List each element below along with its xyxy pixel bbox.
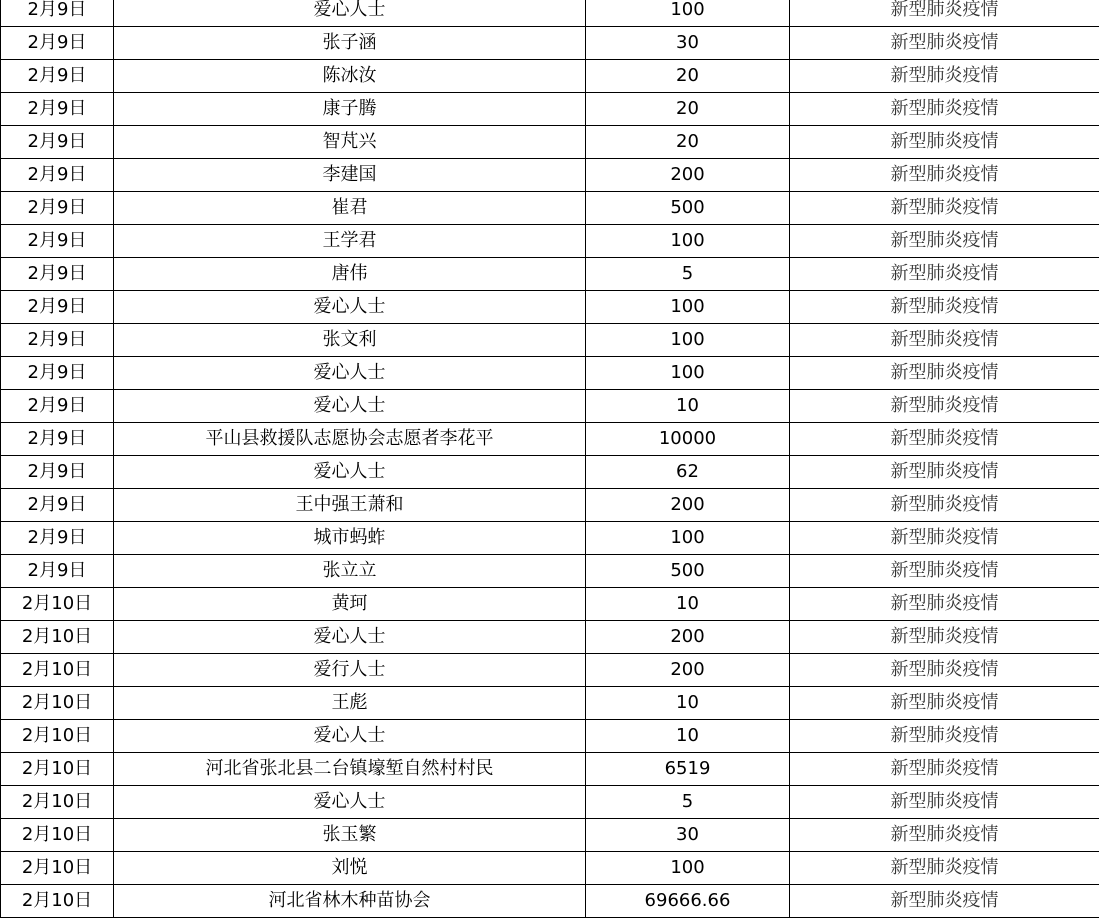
table-row bbox=[1, 753, 1099, 786]
donor-cell: 爱心人士 bbox=[114, 456, 586, 489]
note-cell: 新型肺炎疫情 bbox=[790, 588, 1099, 621]
table-row bbox=[1, 621, 1099, 654]
amount-cell: 100 bbox=[586, 324, 790, 357]
amount-cell: 100 bbox=[586, 291, 790, 324]
donor-cell: 崔君 bbox=[114, 192, 586, 225]
donor-cell: 爱心人士 bbox=[114, 786, 586, 819]
table-row bbox=[1, 126, 1099, 159]
table-row bbox=[1, 390, 1099, 423]
donation-table-body bbox=[1, 0, 1099, 918]
table-row bbox=[1, 357, 1099, 390]
note-cell: 新型肺炎疫情 bbox=[790, 786, 1099, 819]
amount-cell: 100 bbox=[586, 522, 790, 555]
table-row bbox=[1, 786, 1099, 819]
table-row bbox=[1, 60, 1099, 93]
note-cell: 新型肺炎疫情 bbox=[790, 324, 1099, 357]
donor-cell: 平山县救援队志愿协会志愿者李花平 bbox=[114, 423, 586, 456]
donor-cell: 张立立 bbox=[114, 555, 586, 588]
date-cell: 2月9日 bbox=[1, 225, 114, 258]
note-cell: 新型肺炎疫情 bbox=[790, 720, 1099, 753]
amount-cell: 5 bbox=[586, 786, 790, 819]
donor-cell: 爱心人士 bbox=[114, 720, 586, 753]
date-cell: 2月9日 bbox=[1, 159, 114, 192]
donor-cell: 张玉繁 bbox=[114, 819, 586, 852]
note-cell: 新型肺炎疫情 bbox=[790, 291, 1099, 324]
note-cell: 新型肺炎疫情 bbox=[790, 159, 1099, 192]
note-cell: 新型肺炎疫情 bbox=[790, 192, 1099, 225]
donor-cell: 李建国 bbox=[114, 159, 586, 192]
amount-cell: 62 bbox=[586, 456, 790, 489]
date-cell: 2月10日 bbox=[1, 819, 114, 852]
date-cell: 2月10日 bbox=[1, 621, 114, 654]
table-row bbox=[1, 324, 1099, 357]
table-row bbox=[1, 225, 1099, 258]
date-cell: 2月9日 bbox=[1, 60, 114, 93]
date-cell: 2月9日 bbox=[1, 324, 114, 357]
donor-cell: 爱心人士 bbox=[114, 0, 586, 27]
date-cell: 2月9日 bbox=[1, 258, 114, 291]
date-cell: 2月9日 bbox=[1, 93, 114, 126]
amount-cell: 20 bbox=[586, 126, 790, 159]
table-row bbox=[1, 0, 1099, 27]
donor-cell: 河北省张北县二台镇壕堑自然村村民 bbox=[114, 753, 586, 786]
table-row bbox=[1, 687, 1099, 720]
donor-cell: 唐伟 bbox=[114, 258, 586, 291]
amount-cell: 10 bbox=[586, 588, 790, 621]
amount-cell: 69666.66 bbox=[586, 885, 790, 918]
amount-cell: 5 bbox=[586, 258, 790, 291]
amount-cell: 30 bbox=[586, 27, 790, 60]
donor-cell: 爱心人士 bbox=[114, 357, 586, 390]
note-cell: 新型肺炎疫情 bbox=[790, 621, 1099, 654]
table-row bbox=[1, 720, 1099, 753]
amount-cell: 200 bbox=[586, 621, 790, 654]
donor-cell: 张文利 bbox=[114, 324, 586, 357]
date-cell: 2月9日 bbox=[1, 0, 114, 27]
table-row bbox=[1, 588, 1099, 621]
note-cell: 新型肺炎疫情 bbox=[790, 0, 1099, 27]
note-cell: 新型肺炎疫情 bbox=[790, 522, 1099, 555]
note-cell: 新型肺炎疫情 bbox=[790, 423, 1099, 456]
donor-cell: 爱心人士 bbox=[114, 621, 586, 654]
amount-cell: 30 bbox=[586, 819, 790, 852]
date-cell: 2月9日 bbox=[1, 126, 114, 159]
date-cell: 2月9日 bbox=[1, 192, 114, 225]
date-cell: 2月10日 bbox=[1, 885, 114, 918]
donor-cell: 王中强王萧和 bbox=[114, 489, 586, 522]
donor-cell: 爱行人士 bbox=[114, 654, 586, 687]
amount-cell: 100 bbox=[586, 357, 790, 390]
table-row bbox=[1, 489, 1099, 522]
date-cell: 2月9日 bbox=[1, 489, 114, 522]
amount-cell: 200 bbox=[586, 654, 790, 687]
table-row bbox=[1, 291, 1099, 324]
note-cell: 新型肺炎疫情 bbox=[790, 753, 1099, 786]
amount-cell: 500 bbox=[586, 555, 790, 588]
donor-cell: 黄珂 bbox=[114, 588, 586, 621]
table-row bbox=[1, 159, 1099, 192]
donor-cell: 王学君 bbox=[114, 225, 586, 258]
amount-cell: 6519 bbox=[586, 753, 790, 786]
donor-cell: 爱心人士 bbox=[114, 291, 586, 324]
note-cell: 新型肺炎疫情 bbox=[790, 126, 1099, 159]
note-cell: 新型肺炎疫情 bbox=[790, 819, 1099, 852]
donor-cell: 河北省林木种苗协会 bbox=[114, 885, 586, 918]
amount-cell: 100 bbox=[586, 852, 790, 885]
note-cell: 新型肺炎疫情 bbox=[790, 852, 1099, 885]
note-cell: 新型肺炎疫情 bbox=[790, 60, 1099, 93]
date-cell: 2月10日 bbox=[1, 654, 114, 687]
donor-cell: 刘悦 bbox=[114, 852, 586, 885]
table-row bbox=[1, 522, 1099, 555]
note-cell: 新型肺炎疫情 bbox=[790, 27, 1099, 60]
amount-cell: 10 bbox=[586, 390, 790, 423]
donor-cell: 张子涵 bbox=[114, 27, 586, 60]
amount-cell: 10 bbox=[586, 720, 790, 753]
date-cell: 2月9日 bbox=[1, 291, 114, 324]
note-cell: 新型肺炎疫情 bbox=[790, 456, 1099, 489]
date-cell: 2月10日 bbox=[1, 588, 114, 621]
amount-cell: 10 bbox=[586, 687, 790, 720]
table-row bbox=[1, 885, 1099, 918]
donor-cell: 康子腾 bbox=[114, 93, 586, 126]
donor-cell: 爱心人士 bbox=[114, 390, 586, 423]
amount-cell: 10000 bbox=[586, 423, 790, 456]
amount-cell: 100 bbox=[586, 225, 790, 258]
date-cell: 2月10日 bbox=[1, 687, 114, 720]
date-cell: 2月9日 bbox=[1, 555, 114, 588]
note-cell: 新型肺炎疫情 bbox=[790, 654, 1099, 687]
date-cell: 2月9日 bbox=[1, 357, 114, 390]
table-row bbox=[1, 819, 1099, 852]
amount-cell: 100 bbox=[586, 0, 790, 27]
date-cell: 2月10日 bbox=[1, 786, 114, 819]
date-cell: 2月9日 bbox=[1, 456, 114, 489]
amount-cell: 200 bbox=[586, 489, 790, 522]
table-row bbox=[1, 27, 1099, 60]
date-cell: 2月9日 bbox=[1, 522, 114, 555]
amount-cell: 20 bbox=[586, 60, 790, 93]
note-cell: 新型肺炎疫情 bbox=[790, 390, 1099, 423]
note-cell: 新型肺炎疫情 bbox=[790, 93, 1099, 126]
table-row bbox=[1, 258, 1099, 291]
amount-cell: 500 bbox=[586, 192, 790, 225]
donor-cell: 城市蚂蚱 bbox=[114, 522, 586, 555]
table-row bbox=[1, 93, 1099, 126]
table-row bbox=[1, 192, 1099, 225]
amount-cell: 200 bbox=[586, 159, 790, 192]
date-cell: 2月10日 bbox=[1, 852, 114, 885]
date-cell: 2月9日 bbox=[1, 423, 114, 456]
note-cell: 新型肺炎疫情 bbox=[790, 357, 1099, 390]
date-cell: 2月10日 bbox=[1, 720, 114, 753]
note-cell: 新型肺炎疫情 bbox=[790, 555, 1099, 588]
date-cell: 2月9日 bbox=[1, 27, 114, 60]
note-cell: 新型肺炎疫情 bbox=[790, 258, 1099, 291]
amount-cell: 20 bbox=[586, 93, 790, 126]
note-cell: 新型肺炎疫情 bbox=[790, 885, 1099, 918]
table-row bbox=[1, 456, 1099, 489]
table-row bbox=[1, 654, 1099, 687]
table-row bbox=[1, 852, 1099, 885]
table-row bbox=[1, 423, 1099, 456]
donor-cell: 王彪 bbox=[114, 687, 586, 720]
donor-cell: 智芃兴 bbox=[114, 126, 586, 159]
note-cell: 新型肺炎疫情 bbox=[790, 489, 1099, 522]
note-cell: 新型肺炎疫情 bbox=[790, 687, 1099, 720]
donor-cell: 陈冰汝 bbox=[114, 60, 586, 93]
note-cell: 新型肺炎疫情 bbox=[790, 225, 1099, 258]
table-row bbox=[1, 555, 1099, 588]
date-cell: 2月10日 bbox=[1, 753, 114, 786]
date-cell: 2月9日 bbox=[1, 390, 114, 423]
